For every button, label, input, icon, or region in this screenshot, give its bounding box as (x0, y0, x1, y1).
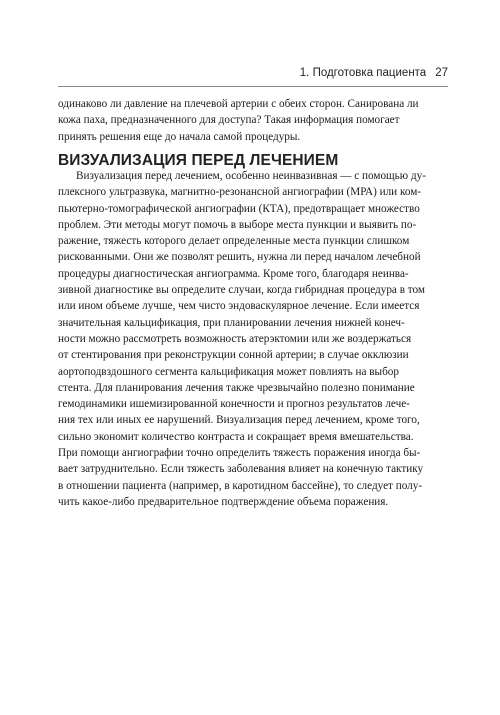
text-line: стента. Для планирования лечения также чрезвычайно полезно понимание (58, 381, 415, 394)
text-line: кожа паха, предназначенного для доступа? Такая информация помогает (58, 114, 400, 127)
text-line: принять решения еще до начала самой процедуры. (58, 130, 301, 143)
text-line: гемодинамики ишемизированной конечности и прогноз результатов лече- (58, 398, 410, 411)
section-paragraph (58, 168, 442, 510)
carry-over-paragraph (58, 96, 442, 145)
text-line: значительная кальцификация, при планировании лечения нижней конеч- (58, 316, 405, 329)
text-line: ности можно рассмотреть возможность атерэктомии или же воздержаться (58, 332, 412, 345)
section-heading: ВИЗУАЛИЗАЦИЯ ПЕРЕД ЛЕЧЕНИЕМ (58, 152, 339, 169)
text-line: в отношении пациента (например, в каротидном бассейне), то следует полу- (58, 479, 423, 492)
text-line: или ином объеме лучше, чем чисто эндоваскулярное лечение. Если имеется (58, 300, 420, 313)
text-line: ражение, тяжесть которого делает определенные места пункции слишком (58, 235, 410, 248)
text-line: вает затруднительно. Если тяжесть заболевания влияет на конечную тактику (58, 463, 424, 476)
text-line: ния тех или иных ее нарушений. Визуализация перед лечением, кроме того, (58, 414, 420, 427)
chapter-title: 1. Подготовка пациента (299, 67, 427, 79)
text-line: пьютерно-томографической ангиографии (КТА), предотвращает множество (58, 202, 420, 215)
text-line: одинаково ли давление на плечевой артерии с обеих сторон. Санирована ли (58, 98, 419, 110)
text-line: аортоподвздошного сегмента кальцификация может повлиять на выбор (58, 365, 399, 378)
text-line: чить какое-либо предварительное подтверждение объема поражения. (58, 495, 389, 508)
text-line: рискованными. Они же позволят решить, нужна ли перед началом лечебной (58, 251, 421, 264)
text-line: проблем. Эти методы могут помочь в выборе места пункции и выявить по- (58, 218, 417, 231)
text-line: плексного ультразвука, магнитно-резонансной ангиографии (МРА) или ком- (58, 186, 422, 199)
text-line: сильно экономит количество контраста и сокращает время вмешательства. (58, 430, 414, 443)
text-line: Визуализация перед лечением, особенно неинвазивная — с помощью ду- (76, 170, 426, 182)
text-line: процедуры диагностическая ангиограмма. Кроме того, благодаря неинва- (58, 267, 409, 280)
running-header (58, 60, 448, 87)
text-line: от стентирования при реконструкции сонной артерии; в случае окклюзии (58, 349, 409, 362)
page-number: 27 (435, 67, 448, 79)
text-line: При помощи ангиографии точно определить тяжесть поражения иногда бы- (58, 447, 421, 460)
text-line: зивной диагностике вы определите случаи, когда гибридная процедура в том (58, 284, 425, 297)
